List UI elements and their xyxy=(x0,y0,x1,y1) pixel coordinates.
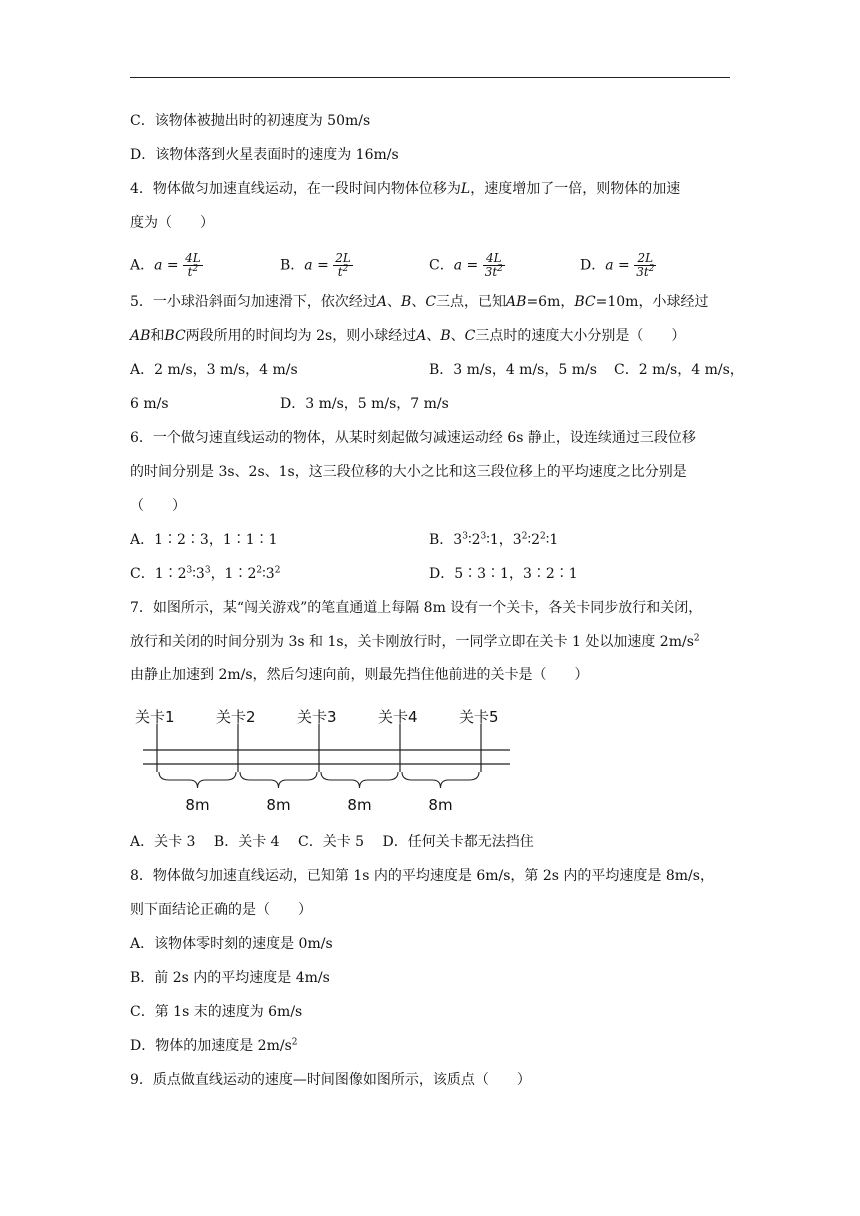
q5-option-c-cont: 6 m/s xyxy=(130,396,169,412)
span-label-3: 8m xyxy=(347,796,372,814)
q5-option-b: B．3 m/s，4 m/s，5 m/s xyxy=(429,362,597,378)
q7-options: A．关卡 3 B．关卡 4 C．关卡 5 D．任何关卡都无法挡住 xyxy=(130,834,534,850)
q4-option-b: B．a = $\frac{2L}{t^2}$ xyxy=(280,251,351,279)
q8-option-d: D．物体的加速度是 $2m/s^2$ xyxy=(130,1037,298,1054)
q7-stem-line3: 由静止加速到 2m/s，然后匀速向前，则最先挡住他前进的关卡是（ ） xyxy=(130,667,589,683)
gate-label-2: 关卡2 xyxy=(216,708,256,726)
q7-stem-line2: 放行和关闭的时间分别为 3s 和 1s，关卡刚放行时，一同学立即在关卡 1 处以加速度 $2m/s^2$ xyxy=(130,633,700,650)
q5-option-d: D．3 m/s，5 m/s，7 m/s xyxy=(280,396,449,412)
span-brace-4 xyxy=(402,772,479,788)
gate-label-3: 关卡3 xyxy=(297,708,337,726)
q7-stem-line1: 7．如图所示，某“闯关游戏”的笔直通道上每隔 8m 设有一个关卡，各关卡同步放行和关闭， xyxy=(130,600,703,616)
q3-option-c: C．该物体被抛出时的初速度为 50m/s xyxy=(130,113,371,129)
q6-option-d: D．5∶3∶1，3∶2∶1 xyxy=(429,566,578,582)
span-brace-1 xyxy=(159,772,236,788)
gate-label-4: 关卡4 xyxy=(378,708,418,726)
q5-stem-line2: AB和BC两段所用的时间均为 2s，则小球经过A、B、C三点时的速度大小分别是（ ） xyxy=(130,328,686,344)
header-rule xyxy=(130,77,730,78)
q8-stem-line1: 8．物体做匀加速直线运动，已知第 1s 内的平均速度是 6m/s，第 2s 内的平均速度是 8m/s， xyxy=(130,868,714,884)
span-brace-2 xyxy=(240,772,317,788)
q8-stem-line2: 则下面结论正确的是（ ） xyxy=(130,902,312,918)
q6-stem-line1: 6．一个做匀速直线运动的物体，从某时刻起做匀减速运动经 6s 静止，设连续通过三段位移 xyxy=(130,430,696,446)
span-label-4: 8m xyxy=(428,796,453,814)
q6-option-b: B．$3^3∶2^3∶1$，$3^2∶2^2∶1$ xyxy=(429,531,559,548)
q4-stem-line2: 度为（ ） xyxy=(130,215,214,231)
q5-stem-line1: 5．一小球沿斜面匀加速滑下，依次经过A、B、C三点，已知AB=6m，BC=10m，小球经过 xyxy=(130,294,709,310)
q6-stem-line2: 的时间分别是 3s、2s、1s，这三段位移的大小之比和这三段位移上的平均速度之比分别是 xyxy=(130,464,687,480)
q5-option-c: C．2 m/s，4 m/s， xyxy=(614,362,744,378)
q6-option-c: C．$1∶2^3∶3^3$，$1∶2^2∶3^2$ xyxy=(130,565,281,582)
q4-option-c: C．a = $\frac{4L}{3t^2}$ xyxy=(429,251,503,279)
q4-options xyxy=(130,246,730,278)
q6-option-a: A．1∶2∶3，1∶1∶1 xyxy=(130,532,278,548)
gate-label-1: 关卡1 xyxy=(135,708,175,726)
q6-stem-line3: （ ） xyxy=(130,498,186,514)
q5-option-a: A．2 m/s，3 m/s，4 m/s xyxy=(130,362,298,378)
q4-stem-line1: 4．物体做匀加速直线运动，在一段时间内物体位移为L，速度增加了一倍，则物体的加速 xyxy=(130,181,681,197)
gate-diagram xyxy=(135,702,515,822)
span-brace-3 xyxy=(321,772,398,788)
q4-option-a: A．a = $\frac{4L}{t^2}$ xyxy=(130,251,201,279)
q8-option-c: C．第 1s 末的速度为 6m/s xyxy=(130,1004,303,1020)
q3-option-d: D．该物体落到火星表面时的速度为 16m/s xyxy=(130,147,399,163)
q9-stem: 9．质点做直线运动的速度—时间图像如图所示，该质点（ ） xyxy=(130,1072,531,1088)
span-label-1: 8m xyxy=(185,796,210,814)
q4-option-d: D．a = $\frac{2L}{3t^2}$ xyxy=(580,251,655,279)
q8-option-b: B．前 2s 内的平均速度是 4m/s xyxy=(130,970,330,986)
gate-label-5: 关卡5 xyxy=(459,708,499,726)
q8-option-a: A．该物体零时刻的速度是 0m/s xyxy=(130,936,333,952)
span-label-2: 8m xyxy=(266,796,291,814)
